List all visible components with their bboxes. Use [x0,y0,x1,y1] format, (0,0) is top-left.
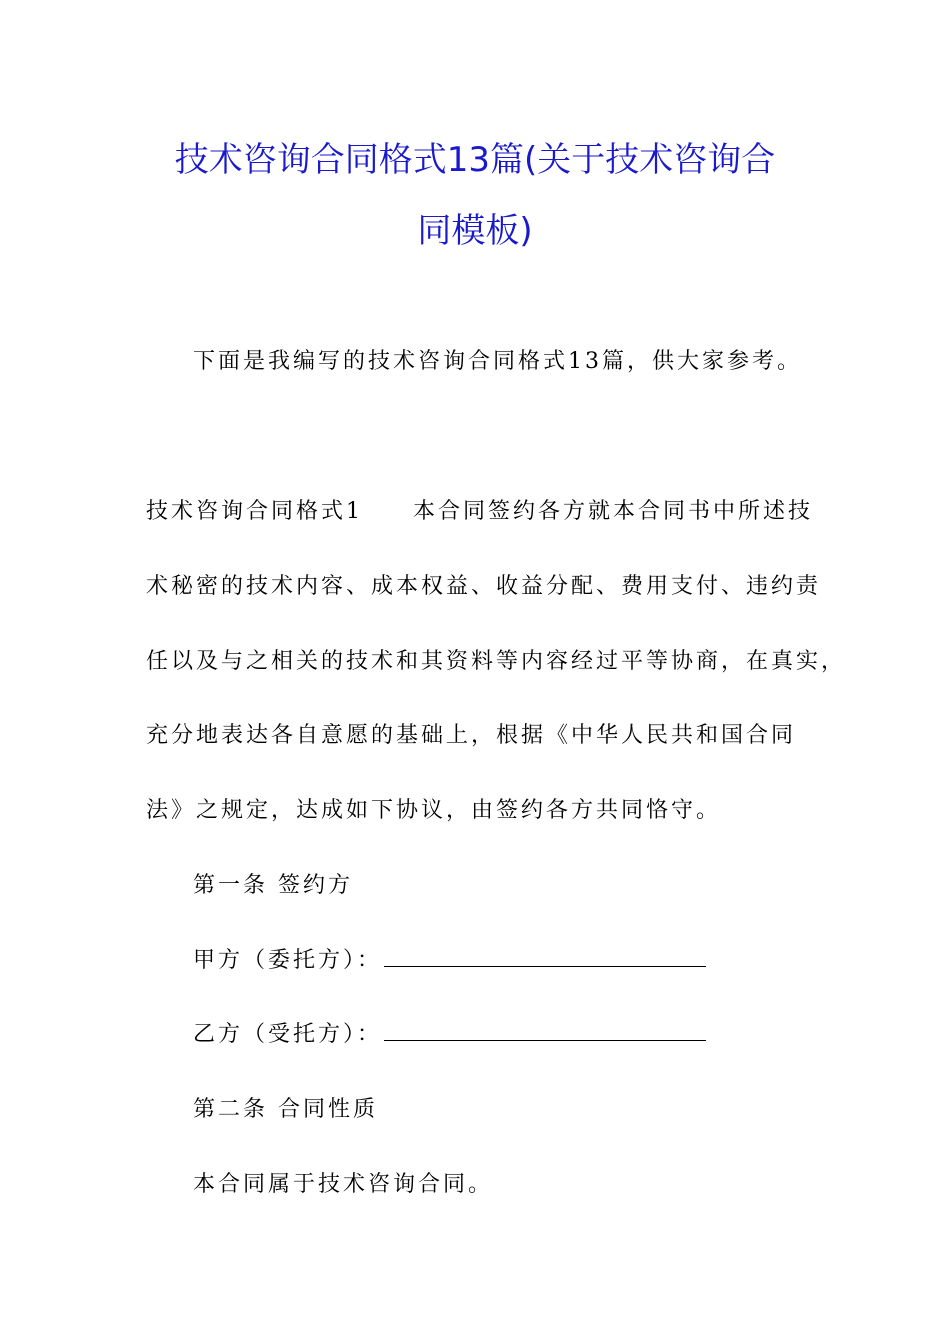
intro-paragraph: 下面是我编写的技术咨询合同格式13篇，供大家参考。 [193,349,802,374]
party-b-row [193,1017,706,1048]
party-b-label: 乙方（受托方）： [193,1022,383,1047]
party-a-blank-line [384,946,706,967]
article-2-body: 本合同属于技术咨询合同。 [193,1172,494,1197]
paragraph-line: 法》之规定，达成如下协议，由签约各方共同恪守。 [146,798,722,823]
party-b-blank-line [384,1020,706,1041]
article-2-heading: 第二条 合同性质 [193,1097,378,1122]
document-title-line-1: 技术咨询合同格式13篇(关于技术咨询合 [174,140,776,180]
article-1-heading: 第一条 签约方 [193,873,353,898]
paragraph-line: 技术咨询合同格式1 本合同签约各方就本合同书中所述技 [146,499,813,524]
paragraph-line: 充分地表达各自意愿的基础上，根据《中华人民共和国合同 [146,723,797,748]
document-title-line-2: 同模板) [417,211,533,251]
party-a-label: 甲方（委托方）： [193,948,383,973]
party-a-row [193,943,706,974]
paragraph-line: 术秘密的技术内容、成本权益、收益分配、费用支付、违约责 [146,574,822,599]
paragraph-line: 任以及与之相关的技术和其资料等内容经过平等协商，在真实， [146,649,847,674]
